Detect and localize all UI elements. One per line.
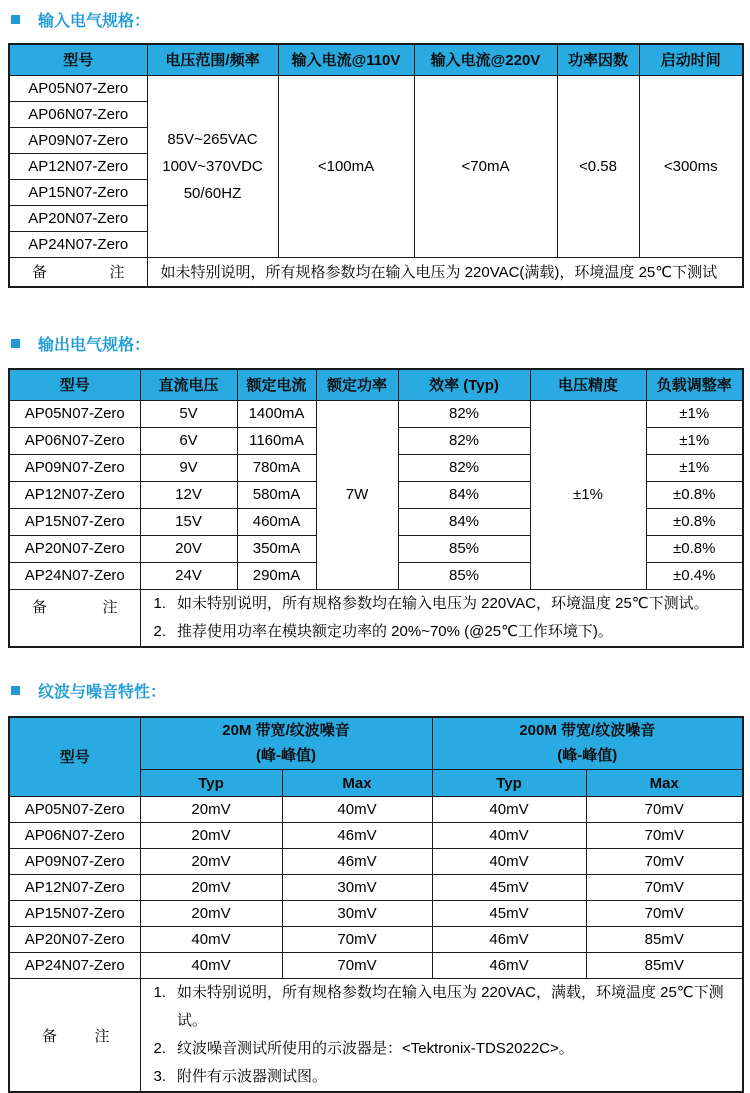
remark-label-char: 注 [102,596,117,617]
model-cell: AP24N07-Zero [9,562,140,589]
model-cell: AP09N07-Zero [9,454,140,481]
rated-current-cell: 460mA [237,508,316,535]
header-typ: Typ [432,770,586,797]
header-current-110: 输入电流@110V [278,44,414,75]
section-title-output-spec [8,332,742,355]
remark-item-text: 纹波噪音测试所使用的示波器是：<Tektronix-TDS2022C>。 [177,1035,574,1063]
dc-voltage-cell: 12V [140,481,237,508]
model-cell: AP09N07-Zero [9,849,140,875]
table-row [9,75,743,101]
typ-200m-cell: 45mV [432,875,586,901]
table-row [9,823,743,849]
input-spec-header-row [9,44,743,75]
startup-time-cell: <300ms [639,75,743,257]
header-voltage-accuracy: 电压精度 [530,369,646,400]
remark-label-char: 备 [32,261,47,282]
model-cell: AP05N07-Zero [9,75,147,101]
load-regulation-cell: ±1% [646,427,743,454]
section-title-text: 输入电气规格： [38,8,150,31]
model-cell: AP15N07-Zero [9,901,140,927]
dc-voltage-cell: 24V [140,562,237,589]
remark-row [9,257,743,287]
remark-item-number: 2. [154,618,167,646]
max-200m-cell: 70mV [586,901,743,927]
rated-power-cell: 7W [316,400,398,589]
typ-20m-cell: 20mV [140,823,282,849]
remark-item-number: 3. [154,1063,167,1091]
max-200m-cell: 70mV [586,797,743,823]
remark-item-text: 如未特别说明，所有规格参数均在输入电压为 220VAC，环境温度 25℃下测试。 [177,590,709,618]
header-startup-time: 启动时间 [639,44,743,75]
header-max: Max [282,770,432,797]
max-200m-cell: 85mV [586,927,743,953]
power-factor-cell: <0.58 [557,75,639,257]
remark-item-text: 附件有示波器测试图。 [177,1063,327,1091]
typ-200m-cell: 40mV [432,849,586,875]
max-20m-cell: 30mV [282,901,432,927]
header-max: Max [586,770,743,797]
model-cell: AP15N07-Zero [9,179,147,205]
header-model: 型号 [9,369,140,400]
section-title-text: 输出电气规格： [38,332,150,355]
voltage-range-cell [147,75,278,257]
header-power-factor: 功率因数 [557,44,639,75]
model-cell: AP06N07-Zero [9,823,140,849]
typ-200m-cell: 45mV [432,901,586,927]
output-spec-table [8,368,744,648]
ripple-header-row-1 [9,717,743,770]
header-model: 型号 [9,717,140,797]
typ-20m-cell: 20mV [140,901,282,927]
table-row [9,400,743,427]
square-bullet-icon [11,15,20,24]
remark-item-number: 2. [154,1035,167,1063]
header-group-line: 20M 带宽/纹波噪音 [141,718,432,743]
model-cell: AP20N07-Zero [9,535,140,562]
table-row [9,797,743,823]
table-row [9,901,743,927]
remark-item-number: 1. [154,590,167,618]
remark-text-cell: 如未特别说明，所有规格参数均在输入电压为 220VAC(满载)，环境温度 25℃下测试 [147,257,743,287]
model-cell: AP24N07-Zero [9,231,147,257]
efficiency-cell: 85% [398,535,530,562]
model-cell: AP20N07-Zero [9,205,147,231]
rated-current-cell: 1160mA [237,427,316,454]
model-cell: AP24N07-Zero [9,953,140,979]
load-regulation-cell: ±0.8% [646,508,743,535]
header-group-line: (峰-峰值) [141,743,432,768]
square-bullet-icon [11,339,20,348]
header-200m-bandwidth [432,717,743,770]
typ-20m-cell: 20mV [140,797,282,823]
efficiency-cell: 82% [398,400,530,427]
typ-20m-cell: 40mV [140,927,282,953]
efficiency-cell: 82% [398,454,530,481]
remark-item [154,590,743,618]
typ-20m-cell: 40mV [140,953,282,979]
table-row [9,927,743,953]
model-cell: AP12N07-Zero [9,481,140,508]
remark-label-char: 注 [94,1025,109,1046]
efficiency-cell: 84% [398,481,530,508]
model-cell: AP20N07-Zero [9,927,140,953]
section-title-ripple-noise [8,679,742,702]
model-cell: AP06N07-Zero [9,101,147,127]
remark-item-number: 1. [154,979,167,1035]
remark-label-char: 注 [109,261,124,282]
typ-200m-cell: 46mV [432,927,586,953]
max-20m-cell: 46mV [282,823,432,849]
header-voltage-range: 电压范围/频率 [147,44,278,75]
table-row [9,875,743,901]
header-model: 型号 [9,44,147,75]
voltage-range-line: 85V~265VAC [148,126,278,153]
remark-label-char: 备 [42,1025,57,1046]
dc-voltage-cell: 6V [140,427,237,454]
model-cell: AP05N07-Zero [9,797,140,823]
load-regulation-cell: ±0.4% [646,562,743,589]
voltage-range-line: 50/60HZ [148,180,278,207]
rated-current-cell: 290mA [237,562,316,589]
remark-row [9,589,743,647]
remark-label-char: 备 [32,596,47,617]
header-current-220: 输入电流@220V [414,44,557,75]
max-20m-cell: 30mV [282,875,432,901]
max-20m-cell: 46mV [282,849,432,875]
header-group-line: (峰-峰值) [433,743,743,768]
model-cell: AP15N07-Zero [9,508,140,535]
voltage-accuracy-cell: ±1% [530,400,646,589]
table-row [9,849,743,875]
max-20m-cell: 70mV [282,927,432,953]
remark-item-text: 如未特别说明，所有规格参数均在输入电压为 220VAC，满载，环境温度 25℃下测试。 [177,979,742,1035]
typ-20m-cell: 20mV [140,849,282,875]
load-regulation-cell: ±0.8% [646,535,743,562]
square-bullet-icon [11,686,20,695]
remark-item [154,618,743,646]
ripple-noise-table [8,716,744,1093]
remark-text-cell [140,589,743,647]
typ-200m-cell: 46mV [432,953,586,979]
dc-voltage-cell: 9V [140,454,237,481]
model-cell: AP05N07-Zero [9,400,140,427]
rated-current-cell: 350mA [237,535,316,562]
typ-20m-cell: 20mV [140,875,282,901]
typ-200m-cell: 40mV [432,797,586,823]
max-200m-cell: 70mV [586,823,743,849]
remark-label-cell [9,979,140,1093]
model-cell: AP06N07-Zero [9,427,140,454]
remark-item [154,979,743,1035]
section-title-input-spec [8,8,742,31]
max-20m-cell: 70mV [282,953,432,979]
remark-text-cell [140,979,743,1093]
section-title-text: 纹波与噪音特性： [38,679,166,702]
input-spec-table [8,43,744,288]
output-spec-header-row [9,369,743,400]
current-110-cell: <100mA [278,75,414,257]
voltage-range-line: 100V~370VDC [148,153,278,180]
header-rated-current: 额定电流 [237,369,316,400]
load-regulation-cell: ±1% [646,400,743,427]
current-220-cell: <70mA [414,75,557,257]
remark-row [9,979,743,1093]
remark-label-cell [9,589,140,647]
model-cell: AP09N07-Zero [9,127,147,153]
dc-voltage-cell: 20V [140,535,237,562]
efficiency-cell: 84% [398,508,530,535]
max-200m-cell: 70mV [586,849,743,875]
dc-voltage-cell: 15V [140,508,237,535]
rated-current-cell: 1400mA [237,400,316,427]
header-rated-power: 额定功率 [316,369,398,400]
model-cell: AP12N07-Zero [9,153,147,179]
remark-label-cell [9,257,147,287]
table-row [9,953,743,979]
header-20m-bandwidth [140,717,432,770]
max-200m-cell: 70mV [586,875,743,901]
load-regulation-cell: ±0.8% [646,481,743,508]
remark-item [154,1063,743,1091]
remark-item-text: 推荐使用功率在模块额定功率的 20%~70% (@25℃工作环境下)。 [177,618,613,646]
efficiency-cell: 85% [398,562,530,589]
model-cell: AP12N07-Zero [9,875,140,901]
load-regulation-cell: ±1% [646,454,743,481]
header-dc-voltage: 直流电压 [140,369,237,400]
max-20m-cell: 40mV [282,797,432,823]
efficiency-cell: 82% [398,427,530,454]
header-load-regulation: 负载调整率 [646,369,743,400]
rated-current-cell: 580mA [237,481,316,508]
max-200m-cell: 85mV [586,953,743,979]
header-typ: Typ [140,770,282,797]
header-group-line: 200M 带宽/纹波噪音 [433,718,743,743]
remark-item [154,1035,743,1063]
typ-200m-cell: 40mV [432,823,586,849]
header-efficiency: 效率 (Typ) [398,369,530,400]
rated-current-cell: 780mA [237,454,316,481]
dc-voltage-cell: 5V [140,400,237,427]
